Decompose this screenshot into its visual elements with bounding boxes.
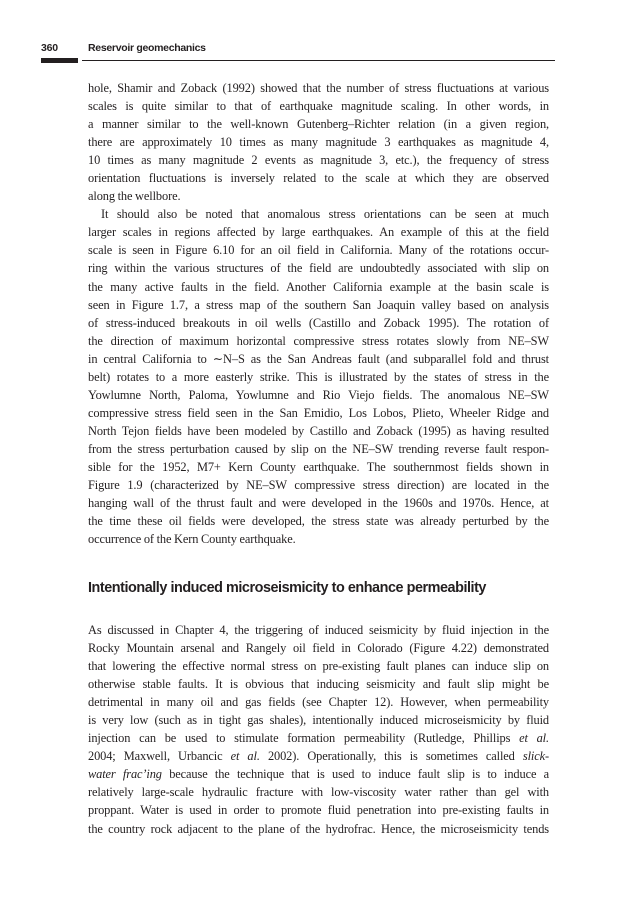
text-line: larger scales in regions affected by large earthquakes. An example of this at the field <box>88 225 549 240</box>
text-line: there are approximately 10 times as many magnitude 3 earthquakes as magnitude 4, <box>88 135 549 150</box>
text-line: otherwise stable faults. It is obvious that inducing seismicity and fault slip might be <box>88 677 549 692</box>
text-line: detrimental in many oil and gas fields (see Chapter 12). However, when permeability <box>88 695 549 710</box>
text-line: of stress-induced breakouts in oil wells (Castillo and Zoback 1995). The rotation of <box>88 315 549 330</box>
text-line: ring within the various structures of the field are undoubtedly associated with slip on <box>88 261 549 276</box>
header-rule <box>82 60 555 61</box>
text-line-with-term <box>88 765 549 783</box>
italic-et-al: et al. <box>519 731 549 746</box>
text-segment: 2004; Maxwell, Urbancic <box>88 749 223 764</box>
text-line: compressive stress field seen in the San Emidio, Los Lobos, Plieto, Wheeler Ridge and <box>88 405 549 420</box>
text-line: belt) rotates to a more easterly strike. This is illustrated by the states of stress in the <box>88 369 549 384</box>
text-line: the country rock adjacent to the plane of the hydrofrac. Hence, the microseismicity tends <box>88 821 549 836</box>
running-title: Reservoir geomechanics <box>88 42 206 54</box>
italic-slick: slick- <box>522 749 550 764</box>
text-line: hole, Shamir and Zoback (1992) showed that the number of stress fluctuations at various <box>88 81 549 95</box>
paragraph-2 <box>88 205 549 548</box>
text-line: orientation fluctuations is inversely related to the scale at which they are observed <box>88 171 549 186</box>
text-line: Yowlumne North, Paloma, Yowlumne and Rio Viejo fields. The anomalous NE–SW <box>88 387 549 402</box>
text-line: the many active faults in the field. Another California example at the basin scale is <box>88 279 549 294</box>
text-line: scales is quite similar to that of earthquake magnitude scaling. In other words, in <box>88 99 549 114</box>
text-line: Rocky Mountain arsenal and Rangely oil field in Colorado (Figure 4.22) demonstrated <box>88 641 549 656</box>
text-line: a manner similar to the well-known Gutenberg–Richter relation (in a given region, <box>88 117 549 132</box>
text-line: hanging wall of the thrust fault and were developed in the 1960s and 1970s. Hence, at <box>88 496 549 511</box>
text-line: that lowering the effective normal stress on pre-existing fault planes can induce slip on <box>88 659 549 674</box>
text-line: North Tejon fields have been modeled by Castillo and Zoback (1995) as having resulted <box>88 423 549 438</box>
italic-et-al: et al. <box>230 749 260 764</box>
text-line: scale is seen in Figure 6.10 for an oil field in California. Many of the rotations occur- <box>88 243 549 258</box>
text-line: 10 times as many magnitude 2 events as magnitude 3, etc.), the frequency of stress <box>88 153 549 168</box>
text-line: along the wellbore. <box>88 189 181 204</box>
page-number: 360 <box>41 42 58 54</box>
text-line: sible for the 1952, M7+ Kern County earthquake. The southernmost fields shown in <box>88 459 549 474</box>
header-bar <box>41 58 78 63</box>
text-line: relatively large-scale hydraulic fracture with low-viscosity water rather than gel with <box>88 785 549 800</box>
text-segment: because the technique that is used to induce fault slip is to induce a <box>169 767 550 782</box>
text-line: from the stress perturbation caused by slip on the NE–SW trending reverse fault respon- <box>88 441 549 456</box>
text-line: As discussed in Chapter 4, the triggering of induced seismicity by fluid injection in the <box>88 623 549 637</box>
text-segment: 2002). Operationally, this is sometimes called <box>267 749 515 764</box>
text-line: in central California to ∼N–S as the San Andreas fault (and subparallel fold and thrust <box>88 351 549 366</box>
text-line: seen in Figure 1.7, a stress map of the southern San Joaquin valley based on analysis <box>88 297 549 312</box>
text-line-with-citation <box>88 729 549 747</box>
text-line: occurrence of the Kern County earthquake. <box>88 532 296 547</box>
text-line: the time these oil fields were developed, the stress state was already perturbed by the <box>88 514 549 529</box>
paragraph-3 <box>88 621 549 838</box>
text-line: is very low (such as in tight gas shales), intentionally induced microseismicity by fluid <box>88 713 549 728</box>
running-header <box>41 42 555 64</box>
italic-water-fracing: water frac’ing <box>88 767 162 782</box>
section-heading: Intentionally induced microseismicity to enhance permeability <box>88 580 486 596</box>
text-line: Figure 1.9 (characterized by NE–SW compressive stress direction) are located in the <box>88 478 549 493</box>
text-line: the direction of maximum horizontal compressive stress rotates slowly from NE–SW <box>88 333 549 348</box>
text-segment: injection can be used to stimulate formation permeability (Rutledge, Phillips <box>88 731 511 746</box>
paragraph-1 <box>88 79 549 205</box>
text-line-with-citation <box>88 747 549 765</box>
body-text-section1 <box>88 79 549 548</box>
text-line: It should also be noted that anomalous stress orientations can be seen at much <box>101 207 549 222</box>
body-text-section2 <box>88 621 549 838</box>
text-line: proppant. Water is used in order to promote fluid penetration into pre-existing faults in <box>88 803 549 818</box>
